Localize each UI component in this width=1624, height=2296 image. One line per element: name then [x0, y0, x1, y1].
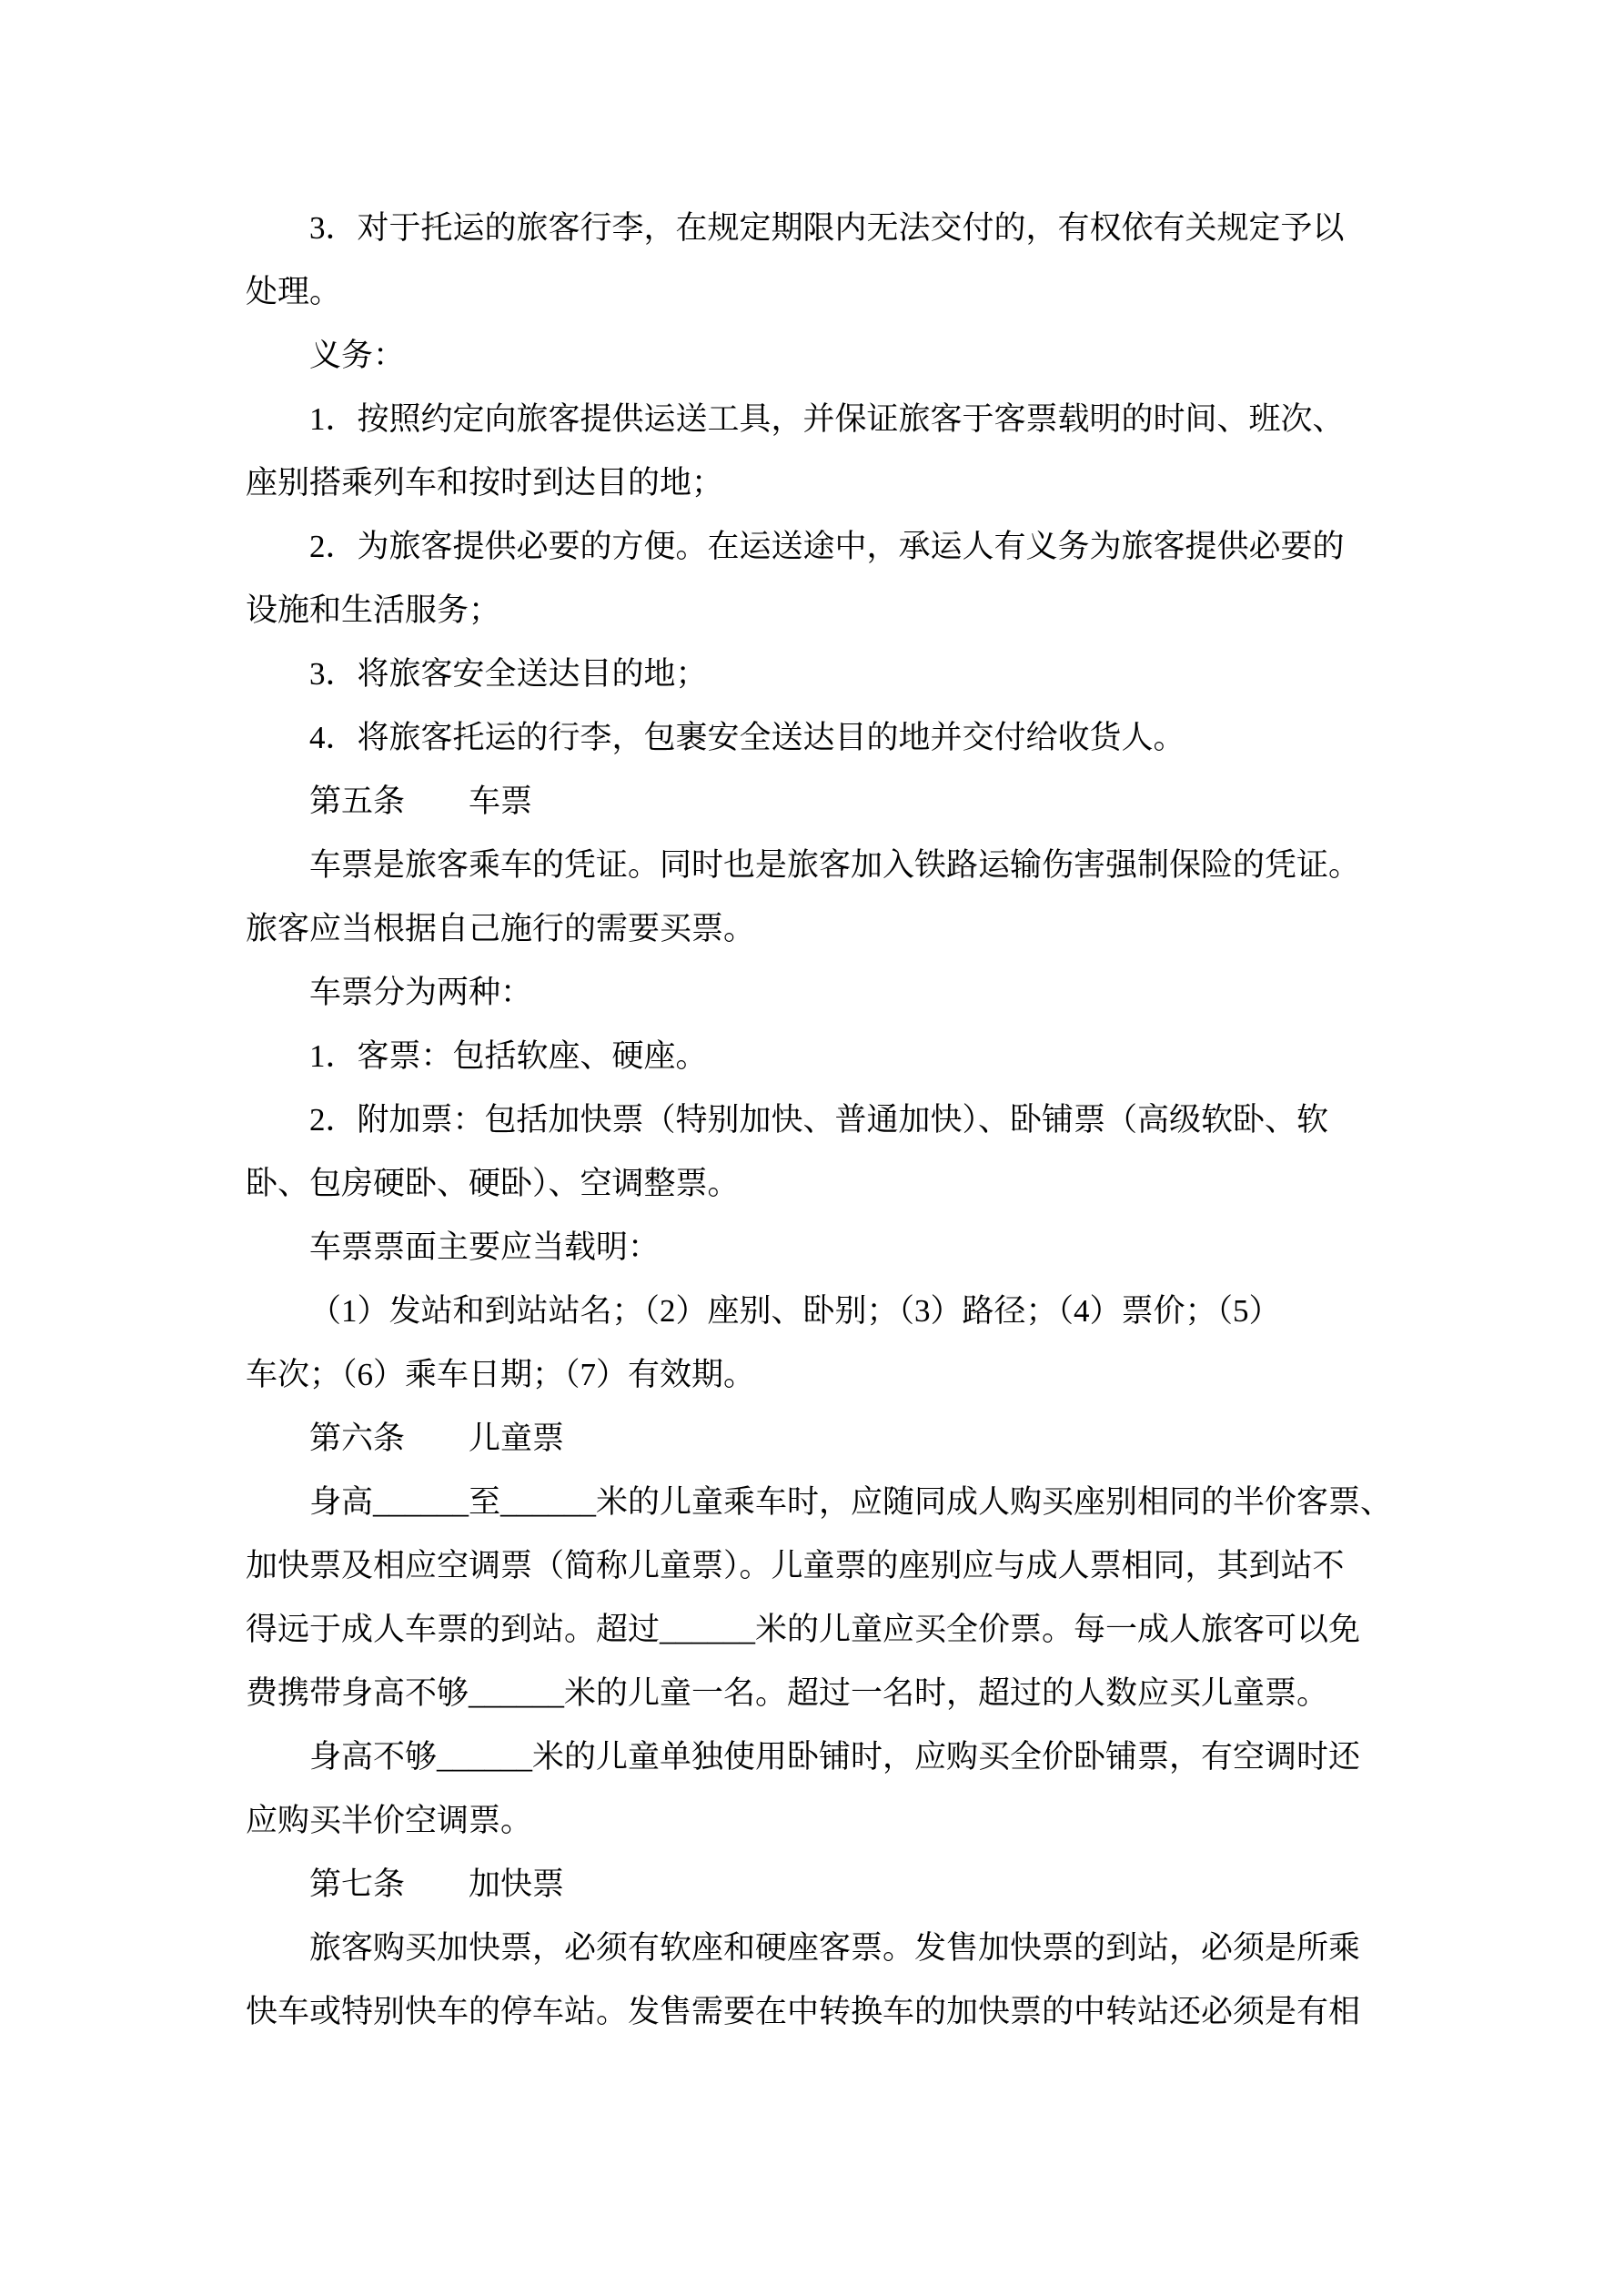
text-line: 车票票面主要应当载明： — [309, 1229, 661, 1265]
text-line: 2．附加票：包括加快票（特别加快、普通加快）、卧铺票（高级软卧、软 — [309, 1102, 1329, 1138]
section-heading: 第五条 车票 — [309, 784, 533, 819]
text-line: 车次；（6）乘车日期；（7）有效期。 — [246, 1357, 756, 1392]
text-line: 4．将旅客托运的行李，包裹安全送达目的地并交付给收货人。 — [309, 720, 1185, 755]
text-line: 义务： — [309, 338, 406, 373]
text-line: 身高不够______米的儿童单独使用卧铺时，应购买全价卧铺票，有空调时还 — [309, 1739, 1361, 1775]
text-line: 1．按照约定向旅客提供运送工具，并保证旅客于客票载明的时间、班次、 — [309, 401, 1345, 437]
text-line: 快车或特别快车的停车站。发售需要在中转换车的加快票的中转站还必须是有相 — [246, 1994, 1361, 2029]
text-line: 1．客票：包括软座、硬座。 — [309, 1038, 708, 1074]
text-line: 设施和生活服务； — [246, 592, 501, 628]
text-line: 旅客购买加快票，必须有软座和硬座客票。发售加快票的到站，必须是所乘 — [309, 1930, 1361, 1966]
text-line: （1）发站和到站站名；（2）座别、卧别；（3）路径；（4）票价；（5） — [309, 1293, 1281, 1329]
text-line: 加快票及相应空调票（简称儿童票）。儿童票的座别应与成人票相同，其到站不 — [246, 1548, 1345, 1583]
document-body — [246, 197, 1393, 2044]
text-line: 应购买半价空调票。 — [246, 1803, 533, 1838]
text-line: 旅客应当根据自己施行的需要买票。 — [246, 911, 756, 946]
text-line: 处理。 — [246, 274, 342, 309]
section-heading: 第六条 儿童票 — [309, 1421, 565, 1456]
text-line: 座别搭乘列车和按时到达目的地； — [246, 465, 724, 501]
text-line: 得远于成人车票的到站。超过______米的儿童应买全价票。每一成人旅客可以免 — [246, 1612, 1361, 1647]
text-line: 费携带身高不够______米的儿童一名。超过一名时，超过的人数应买儿童票。 — [246, 1675, 1329, 1711]
text-line: 3．将旅客安全送达目的地； — [309, 656, 708, 692]
section-heading: 第七条 加快票 — [309, 1866, 565, 1902]
text-line: 车票分为两种： — [309, 975, 533, 1010]
text-line: 身高______至______米的儿童乘车时，应随同成人购买座别相同的半价客票、 — [309, 1484, 1393, 1520]
text-line: 2．为旅客提供必要的方便。在运送途中，承运人有义务为旅客提供必要的 — [309, 529, 1345, 564]
text-line: 卧、包房硬卧、硬卧）、空调整票。 — [246, 1166, 740, 1201]
text-line: 3．对于托运的旅客行李，在规定期限内无法交付的，有权依有关规定予以 — [309, 210, 1345, 246]
text-line: 车票是旅客乘车的凭证。同时也是旅客加入铁路运输伤害强制保险的凭证。 — [309, 847, 1361, 883]
